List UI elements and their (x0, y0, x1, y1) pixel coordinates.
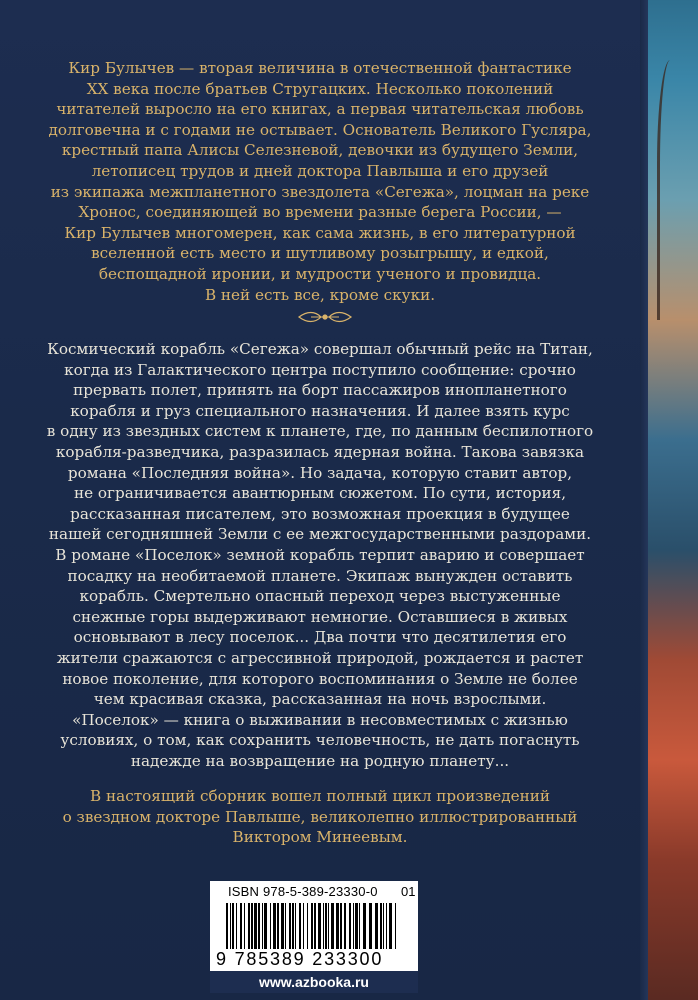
blurb-line: летописец трудов и дней доктора Павлыша и его друзей (91, 161, 549, 180)
barcode-bar (254, 903, 257, 949)
desc-line: «Поселок» — книга о выживании в несовместимых с жизнью (72, 710, 568, 729)
blurb-line: читателей выросло на его книгах, а первая читательская любовь (56, 100, 584, 119)
desc-line: основывают в лесу поселок... Два почти что десятилетия его (73, 628, 567, 647)
barcode-bar (226, 903, 228, 949)
barcode-panel (210, 881, 418, 993)
barcode-bar (264, 903, 267, 949)
barcode-bar (232, 903, 234, 949)
barcode-bar (325, 903, 327, 949)
barcode-bar (349, 903, 351, 949)
desc-line: не ограничивается авантюрным сюжетом. По сути, история, (73, 484, 567, 503)
barcode-bar (375, 903, 378, 949)
desc-line: нашей сегодняшней Земли с ее межгосударственными раздорами. (48, 525, 592, 544)
desc-line: корабль. Смертельно опасный переход через выстуженные (79, 587, 561, 606)
spine-edge (640, 0, 648, 1000)
barcode-bars (226, 903, 402, 949)
barcode-bar (328, 903, 329, 949)
barcode-bar (244, 903, 245, 949)
description-last-war (0, 339, 640, 545)
description-settlement (0, 545, 640, 772)
barcode-bar (270, 903, 271, 949)
barcode-bar (311, 903, 313, 949)
barcode-bar (369, 903, 372, 949)
barcode-bar (380, 903, 382, 949)
barcode-bar (236, 903, 237, 949)
barcode-bar (299, 903, 301, 949)
barcode-bar (318, 903, 321, 949)
barcode-bar (363, 903, 366, 949)
barcode-bar (331, 903, 334, 949)
desc-line: надежде на возвращение на родную планету... (130, 751, 510, 770)
barcode-bar (336, 903, 339, 949)
desc-line: когда из Галактического центра поступило сообщение: срочно (64, 360, 576, 379)
desc-line: посадку на необитаемой планете. Экипаж вынужден оставить (67, 566, 573, 585)
note-line: В настоящий сборник вошел полный цикл произведений (90, 787, 550, 805)
barcode-bar (295, 903, 296, 949)
note-line: о звездном докторе Павлыше, великолепно иллюстрированный (62, 807, 578, 826)
collection-note (0, 786, 640, 848)
barcode-bar (353, 903, 354, 949)
blurb-line: XX века после братьев Стругацких. Несколько поколений (86, 79, 554, 98)
barcode-bar (248, 903, 250, 949)
desc-line: рассказанная писателем, это возможная проекция в будущее (70, 504, 570, 523)
desc-line: условиях, о том, как сохранить человечность, не дать погаснуть (60, 731, 580, 750)
barcode-bar (277, 903, 279, 949)
barcode-bar (262, 903, 263, 949)
barcode-bar (303, 903, 304, 949)
blurb-line: долговечна и с годами не остывает. Основатель Великого Гусляра, (48, 120, 592, 139)
barcode-bar (355, 903, 358, 949)
desc-line: жители сражаются с агрессивной природой, рождается и растет (56, 648, 584, 667)
desc-line: Космический корабль «Сегежа» совершал обычный рейс на Титан, (47, 340, 593, 358)
tree-silhouette (657, 60, 690, 320)
barcode-bar (359, 903, 360, 949)
blurb-line: из экипажа межпланетного звездолета «Сегежа», лоцман на реке (50, 182, 590, 201)
barcode-bar (273, 903, 276, 949)
desc-line: снежные горы выдерживают немногие. Оставшиеся в живых (72, 607, 568, 626)
desc-line: корабля и груз специального назначения. И далее взять курс (70, 401, 570, 420)
blurb-line: вселенной есть место и шутливому розыгрышу, и едкой, (91, 244, 549, 263)
barcode-bar (314, 903, 316, 949)
publisher-url: www.azbooka.ru (210, 971, 418, 993)
blurb-line: крестный папа Алисы Селезневой, девочки из будущего Земли, (61, 141, 579, 160)
barcode-bar (307, 903, 308, 949)
author-blurb (0, 58, 640, 305)
blurb-line: В ней есть все, кроме скуки. (204, 285, 436, 304)
barcode-bar (344, 903, 346, 949)
desc-line: прервать полет, принять на борт пассажиров инопланетного (73, 381, 567, 400)
barcode-bar (323, 903, 324, 949)
desc-line: романа «Последняя война». Но задача, которую ставит автор, (67, 463, 573, 482)
isbn-addon-label: 01 (401, 884, 416, 899)
barcode-bar (285, 903, 286, 949)
blurb-line: Кир Булычев — вторая величина в отечественной фантастике (68, 59, 572, 77)
desc-line: в одну из звездных систем к планете, где, по данным беспилотного (46, 422, 594, 441)
barcode-bar (258, 903, 260, 949)
barcode-bar (251, 903, 253, 949)
isbn-label: ISBN 978-5-389-23330-0 (228, 884, 378, 899)
note-line: Виктором Минеевым. (232, 828, 408, 847)
barcode-bar (395, 903, 396, 949)
barcode-digits: 9 785389 233300 (216, 949, 384, 969)
cover-art-strip (648, 0, 698, 1000)
barcode-bar (386, 903, 387, 949)
blurb-line: Хронос, соединяющей во времени разные берега России, — (78, 203, 562, 222)
barcode-bar (383, 903, 384, 949)
blurb-line: беспощадной иронии, и мудрости ученого и провидца. (98, 264, 542, 283)
barcode-bar (281, 903, 284, 949)
desc-line: новое поколение, для которого воспоминания о Земле не более (62, 669, 578, 688)
barcode-bar (292, 903, 294, 949)
desc-line: В романе «Поселок» земной корабль терпит аварию и совершает (55, 546, 585, 564)
ornament-divider-icon (297, 307, 353, 327)
barcode-bar (340, 903, 342, 949)
barcode-bar (389, 903, 392, 949)
blurb-line: Кир Булычев многомерен, как сама жизнь, в его литературной (64, 223, 576, 242)
barcode-bar (230, 903, 231, 949)
barcode-bar (240, 903, 242, 949)
barcode-bar (289, 903, 291, 949)
desc-line: чем красивая сказка, рассказанная на ночь взрослыми. (93, 690, 547, 709)
desc-line: корабля-разведчика, разразилась ядерная война. Такова завязка (55, 442, 585, 461)
